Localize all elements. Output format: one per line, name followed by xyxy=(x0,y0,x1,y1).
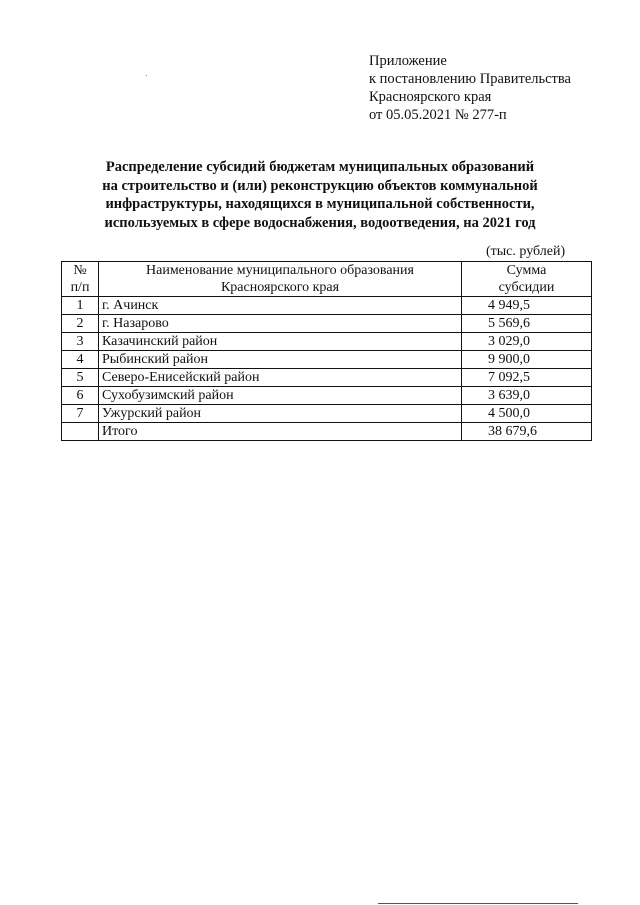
row-name: Северо-Енисейский район xyxy=(99,369,462,387)
row-sum: 9 900,0 xyxy=(462,351,592,369)
appendix-line: Приложение xyxy=(369,53,447,69)
scan-edge-line xyxy=(378,903,578,904)
row-name: г. Назарово xyxy=(99,315,462,333)
appendix-line: Красноярского края xyxy=(369,89,492,105)
table-row xyxy=(62,387,592,405)
header-sum-line2: субсидии xyxy=(498,280,555,295)
units-label: (тыс. рублей) xyxy=(486,244,566,259)
row-sum: 4 500,0 xyxy=(462,405,592,423)
scan-speck xyxy=(146,75,147,76)
total-label: Итого xyxy=(99,423,462,441)
row-sum: 4 949,5 xyxy=(462,297,592,315)
row-name: Ужурский район xyxy=(99,405,462,423)
table-row xyxy=(62,315,592,333)
row-name: г. Ачинск xyxy=(99,297,462,315)
header-num-line1: № xyxy=(73,263,87,278)
row-name: Сухобузимский район xyxy=(99,387,462,405)
title-line: инфраструктуры, находящихся в муниципальной собственности, xyxy=(105,196,535,212)
header-name-line1: Наименование муниципального образования xyxy=(146,263,414,278)
title-line: используемых в сфере водоснабжения, водоотведения, на 2021 год xyxy=(104,214,536,231)
row-sum: 5 569,6 xyxy=(462,315,592,333)
header-sum xyxy=(462,262,592,297)
title-line: Распределение субсидий бюджетам муниципальных образований xyxy=(105,159,535,175)
header-name-line2: Красноярского края xyxy=(220,280,340,295)
row-name: Рыбинский район xyxy=(99,351,462,369)
appendix-header xyxy=(369,52,571,124)
table-total-row xyxy=(62,423,592,441)
row-num: 2 xyxy=(62,315,99,333)
table-row xyxy=(62,351,592,369)
row-sum: 3 639,0 xyxy=(462,387,592,405)
appendix-line: от 05.05.2021 № 277-п xyxy=(369,107,507,123)
document-title xyxy=(60,158,580,232)
row-num: 3 xyxy=(62,333,99,351)
total-num xyxy=(62,423,99,441)
header-name xyxy=(99,262,462,297)
row-num: 4 xyxy=(62,351,99,369)
row-sum: 7 092,5 xyxy=(462,369,592,387)
row-num: 1 xyxy=(62,297,99,315)
row-num: 6 xyxy=(62,387,99,405)
header-num-line2: п/п xyxy=(70,280,90,295)
table-row xyxy=(62,405,592,423)
table-row xyxy=(62,297,592,315)
title-line: на строительство и (или) реконструкцию объектов коммунальной xyxy=(102,177,538,194)
table-row xyxy=(62,369,592,387)
table-row xyxy=(62,333,592,351)
appendix-line: к постановлению Правительства xyxy=(369,71,571,87)
row-num: 7 xyxy=(62,405,99,423)
header-sum-line1: Сумма xyxy=(506,263,547,278)
total-sum: 38 679,6 xyxy=(462,423,592,441)
subsidy-table xyxy=(61,261,592,441)
row-num: 5 xyxy=(62,369,99,387)
row-sum: 3 029,0 xyxy=(462,333,592,351)
header-num xyxy=(62,262,99,297)
table-header-row xyxy=(62,262,592,297)
row-name: Казачинский район xyxy=(99,333,462,351)
